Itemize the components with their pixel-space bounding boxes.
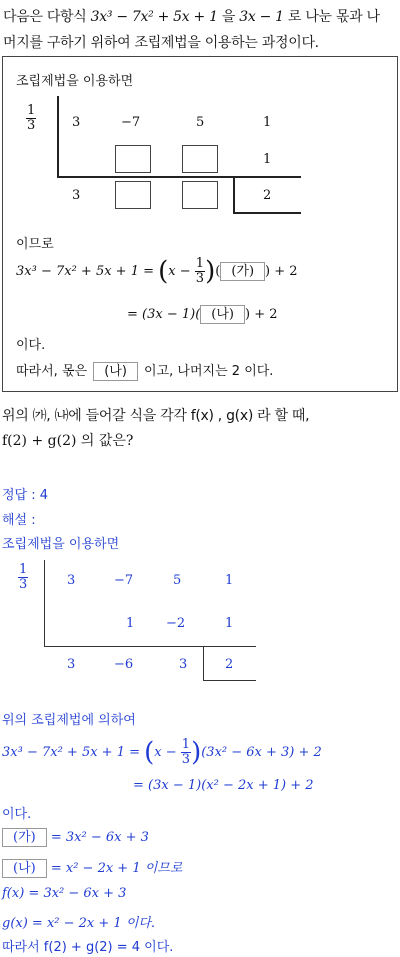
box-synthetic-horizontal (57, 176, 301, 178)
box-equation-2: = (3x − 1)( (나) ) + 2 (127, 307, 278, 322)
box-coef-4: 1 (263, 115, 272, 130)
answer-equation-2: = (3x − 1)(x² − 2x + 1) + 2 (133, 778, 314, 793)
box-row2-last: 1 (263, 152, 272, 167)
answer-synthetic-vertical (44, 560, 45, 646)
answer-row2-2: −2 (166, 616, 186, 631)
answer-remainder-vertical (203, 646, 204, 680)
problem-particle: 을 (221, 9, 236, 25)
answer-f: f(x) = 3x² − 6x + 3 (2, 886, 127, 901)
answer-coef-4: 1 (225, 573, 234, 588)
problem-line-1 (3, 6, 380, 26)
process-box (2, 56, 398, 392)
answer-equation-1: 3x³ − 7x² + 5x + 1 = (x − $\frac{1}{3}$ )(3x² − 6x + 3) + 2 (2, 737, 322, 768)
box-remainder-horizontal (233, 212, 301, 214)
blank-box (182, 145, 218, 173)
answer-row3-1: 3 (67, 657, 76, 672)
answer-is: 이다. (2, 807, 32, 822)
answer-row2-3: 1 (225, 616, 234, 631)
explanation-label: 해설 : (2, 513, 36, 528)
label-na: (나) (93, 362, 138, 381)
blank-box (115, 181, 151, 209)
problem-suffix: 로 나눈 몫과 나 (287, 9, 380, 25)
answer-by: 위의 조립제법에 의하여 (2, 713, 136, 728)
box-remainder-vertical (233, 177, 235, 213)
answer-label: 정답 : 4 (2, 488, 49, 503)
answer-na: (나) = x² − 2x + 1 이므로 (2, 857, 182, 878)
box-is: 이다. (16, 338, 46, 353)
answer-synthetic-horizontal (44, 646, 256, 647)
box-row3-first: 3 (72, 188, 81, 203)
question-line-2: f(2) + g(2) 의 값은? (2, 433, 134, 449)
answer-coef-2: −7 (114, 573, 134, 588)
problem-prefix: 다음은 다항식 (3, 9, 87, 25)
problem-divisor: 3x − 1 (239, 9, 284, 25)
answer-g: g(x) = x² − 2x + 1 이다. (2, 916, 156, 931)
box-divisor: $\frac{1}{3}$ (27, 103, 36, 133)
label-na: (나) (2, 859, 47, 878)
blank-box (182, 181, 218, 209)
answer-row3-3: 3 (179, 657, 188, 672)
problem-polynomial: 3x³ − 7x² + 5x + 1 (90, 9, 218, 25)
box-coef-1: 3 (72, 115, 81, 130)
box-then: 이므로 (16, 237, 54, 252)
box-synthetic-vertical (57, 96, 59, 176)
box-coef-3: 5 (196, 115, 205, 130)
label-ga: (가) (220, 262, 265, 281)
box-coef-2: −7 (121, 115, 141, 130)
box-conclusion: 따라서, 몫은 (나) 이고, 나머지는 2 이다. (16, 364, 274, 379)
box-remainder: 2 (263, 188, 272, 203)
problem-line-2: 머지를 구하기 위하여 조립제법을 이용하는 과정이다. (3, 35, 319, 51)
label-ga: (가) (2, 828, 47, 847)
blank-box (115, 145, 151, 173)
question-line-1: 위의 ㈎, ㈏에 들어갈 식을 각각 f(x) , g(x) 라 할 때, (2, 408, 310, 424)
answer-intro: 조립제법을 이용하면 (2, 537, 120, 552)
answer-row3-2: −6 (114, 657, 134, 672)
box-intro: 조립제법을 이용하면 (16, 74, 134, 89)
answer-divisor: $\frac{1}{3}$ (19, 562, 28, 592)
answer-remainder: 2 (225, 657, 234, 672)
answer-final: 따라서 f(2) + g(2) = 4 이다. (2, 940, 174, 955)
answer-coef-1: 3 (67, 573, 76, 588)
answer-row2-1: 1 (126, 616, 135, 631)
answer-remainder-horizontal (203, 680, 256, 681)
label-na: (나) (200, 305, 245, 324)
answer-coef-3: 5 (173, 573, 182, 588)
box-equation-1: 3x³ − 7x² + 5x + 1 = (x − $\frac{1}{3}$ )( (가) ) + 2 (16, 256, 298, 287)
answer-ga: (가) = 3x² − 6x + 3 (2, 828, 149, 847)
